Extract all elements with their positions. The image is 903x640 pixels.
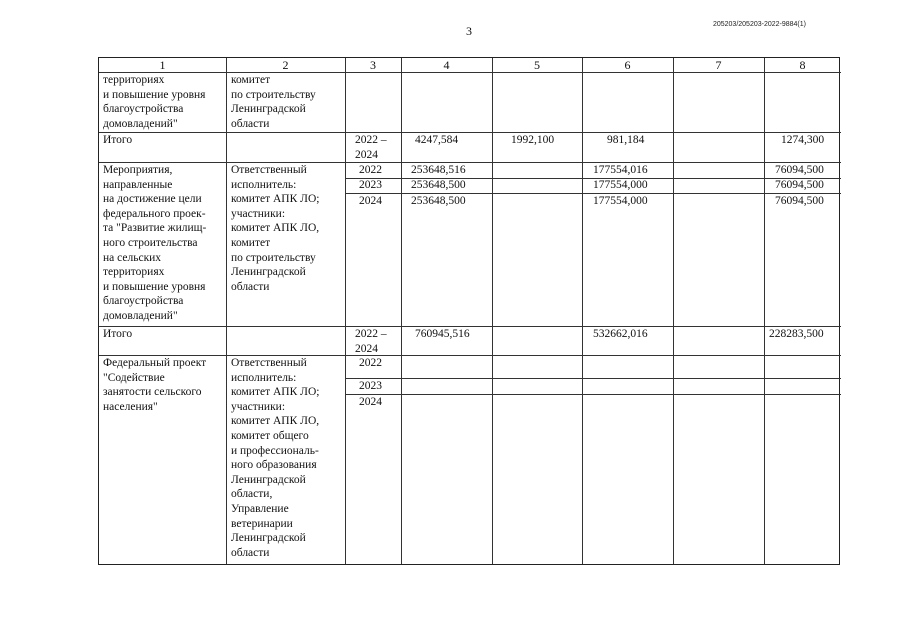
block2-row3-col4: 253648,500 [411, 195, 466, 207]
col-header-5: 5 [534, 58, 540, 72]
block2-row1-col6: 177554,016 [593, 164, 648, 176]
block2-row3-col8: 76094,500 [775, 195, 824, 207]
block2-row3-year: 2024 [359, 195, 382, 207]
block3-activity: Федеральный проект "Содействие занятости сельского населения" [103, 357, 207, 413]
total2-col6: 532662,016 [593, 328, 648, 340]
block3-year-2022: 2022 [359, 357, 382, 369]
document-id: 205203/205203-2022-9884(1) [712, 21, 806, 28]
block2-row2-col8: 76094,500 [775, 179, 824, 191]
total1-col8: 1274,300 [781, 134, 825, 146]
block1-activity: территориях и повышение уровня благоустройства домовладений" [103, 74, 206, 130]
block2-row2-col4: 253648,500 [411, 179, 466, 191]
total1-label: Итого [103, 134, 133, 146]
col-header-4: 4 [443, 58, 450, 72]
block3-year-2023: 2023 [359, 380, 382, 392]
block2-executors: Ответственный исполнитель: комитет АПК ЛО; участники: комитет АПК ЛО, комитет по строительству Ленинградской области [231, 164, 320, 293]
total2-years: 2022 – 2024 [355, 328, 387, 355]
block3-executors: Ответственный исполнитель: комитет АПК ЛО; участники: комитет АПК ЛО, комитет общего и профессиональ- ного образования Ленинградской области, Управление ветеринарии Ленинградской области [231, 357, 320, 559]
total2-label: Итого [103, 328, 133, 340]
col-header-1: 1 [159, 58, 166, 72]
total1-col6: 981,184 [607, 134, 645, 146]
block2-row1-col8: 76094,500 [775, 164, 824, 176]
page-number: 3 [466, 24, 472, 38]
block2-row2-col6: 177554,000 [593, 179, 648, 191]
block2-activity: Мероприятия, направленные на достижение цели федерального проек- та "Развитие жилищ- ного строительства на сельских территориях и повышение уровня благоустройства домовладений" [103, 164, 207, 322]
col-header-2: 2 [282, 58, 289, 72]
block1-executors: комитет по строительству Ленинградской области [231, 74, 316, 130]
col-header-7: 7 [715, 58, 722, 72]
total1-col4: 4247,584 [415, 134, 459, 146]
total1-col5: 1992,100 [511, 134, 555, 146]
total2-col8: 228283,500 [769, 328, 824, 340]
col-header-6: 6 [624, 58, 631, 72]
block2-row2-year: 2023 [359, 179, 382, 191]
col-header-3: 3 [370, 58, 376, 72]
block2-row1-year: 2022 [359, 164, 382, 176]
col-header-8: 8 [799, 58, 806, 72]
block2-row3-col6: 177554,000 [593, 195, 648, 207]
block2-row1-col4: 253648,516 [411, 164, 466, 176]
budget-table [98, 57, 840, 565]
total1-years: 2022 – 2024 [355, 134, 387, 161]
total2-col4: 760945,516 [415, 328, 470, 340]
block3-year-2024: 2024 [359, 396, 382, 408]
